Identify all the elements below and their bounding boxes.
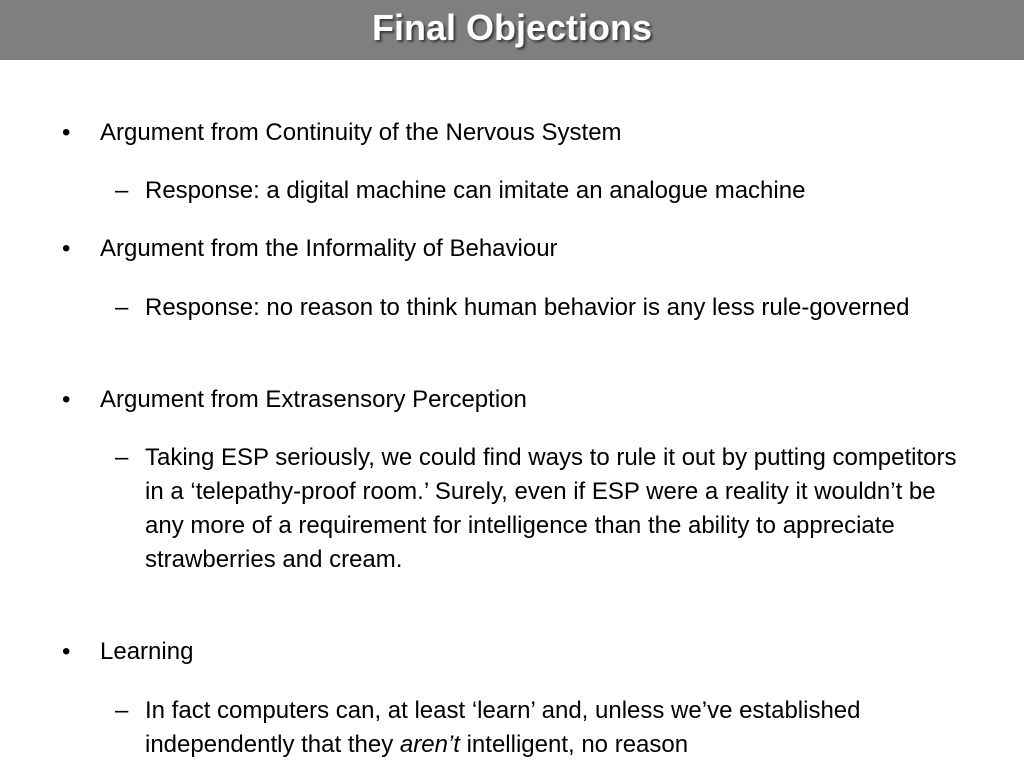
bullet-item-esp xyxy=(62,383,980,417)
bullet-item-continuity xyxy=(62,116,980,150)
slide-title: Final Objections xyxy=(371,7,653,48)
bullet-item-informality xyxy=(62,232,980,266)
sub-item-informality-response xyxy=(115,291,975,325)
sub-text: Response: no reason to think human behavior is any less rule-governed xyxy=(145,294,910,321)
sub-text-part-1: In fact computers can, at least ‘learn’ and, unless we’ve established independently that they xyxy=(145,697,861,758)
dash-marker: – xyxy=(115,294,129,321)
sub-item-learning-response xyxy=(115,694,975,762)
sub-text: Response: a digital machine can imitate an analogue machine xyxy=(145,177,806,204)
bullet-text: Argument from the Informality of Behaviour xyxy=(100,235,558,262)
sub-text: Taking ESP seriously, we could find ways to rule it out by putting competitors in a ‘telepathy-proof room.’ Surely, even if ESP were a reality it wouldn’t be any more of a requirement for intelligence than the ability to appreciate strawberries and cream. xyxy=(145,444,957,573)
bullet-marker: • xyxy=(62,638,71,665)
bullet-marker: • xyxy=(62,386,71,413)
bullet-text: Learning xyxy=(100,638,194,665)
bullet-text: Argument from Extrasensory Perception xyxy=(100,386,527,413)
sub-text-part-2: intelligent, no reason xyxy=(466,731,689,758)
dash-marker: – xyxy=(115,444,129,471)
sub-text-italic: aren’t xyxy=(399,731,460,758)
bullet-marker: • xyxy=(62,119,71,146)
dash-marker: – xyxy=(115,177,129,204)
bullet-text: Argument from Continuity of the Nervous System xyxy=(100,119,622,146)
sub-item-continuity-response xyxy=(115,174,975,208)
bullet-marker: • xyxy=(62,235,71,262)
bullet-item-learning xyxy=(62,635,980,669)
sub-item-esp-response xyxy=(115,441,975,577)
dash-marker: – xyxy=(115,697,129,724)
